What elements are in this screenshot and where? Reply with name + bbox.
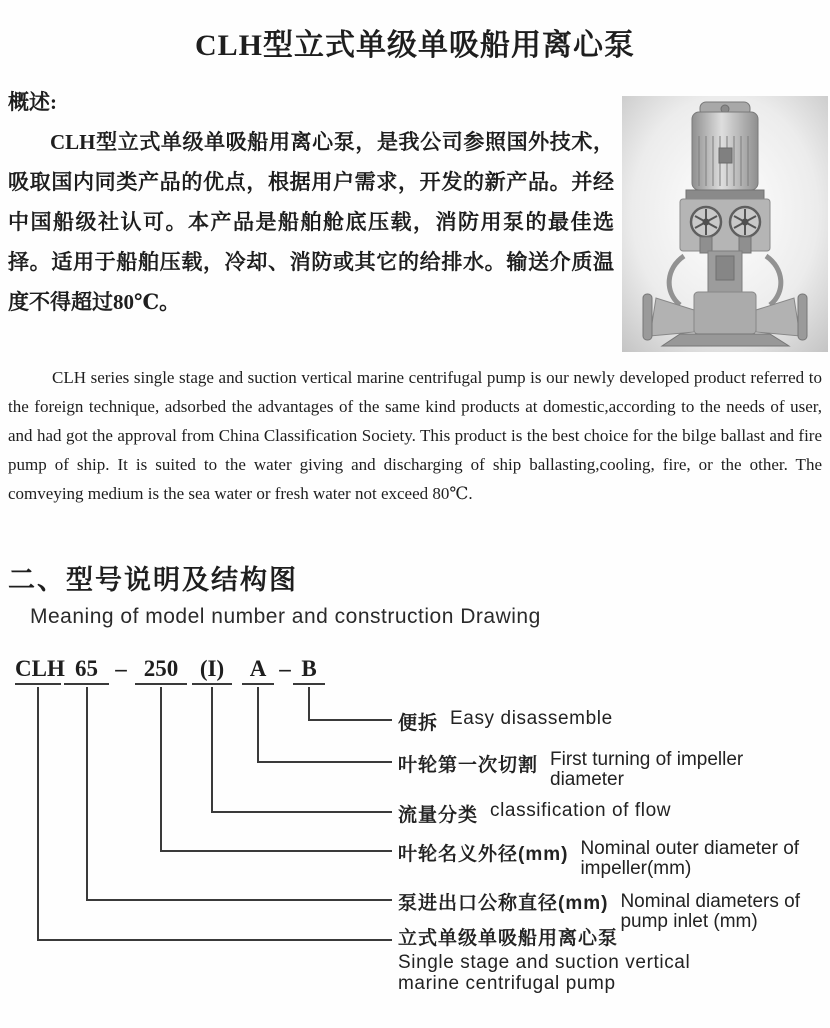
label-en-line: Nominal outer diameter of [580, 838, 800, 859]
model-dash-2: – [279, 656, 291, 681]
section2-heading-cn: 二、型号说明及结构图 [8, 565, 298, 595]
label-cn: 便拆 [398, 713, 439, 734]
overview-heading: 概述: [8, 90, 57, 114]
label-pump-type [398, 928, 690, 994]
label-en-line: pump inlet (mm) [620, 911, 758, 932]
overview-paragraph-en: CLH series single stage and suction vertical marine centrifugal pump is our newly developed product referred to the foreign technique, adsorbed the advantages of the same kind products at domestic,according to the needs of user, and had got the approval from China Classification Society. This product is the best choice for the bilge ballast and fire pump of ship. It is suited to the water giving and discharging of ship ballasting,cooling, fire, or the other. The comveying medium is the sea water or fresh water not exceed 80℃. [8, 368, 822, 503]
label-flow-classification [398, 800, 671, 827]
label-en [580, 839, 799, 879]
label-easy-disassemble [398, 708, 613, 735]
pump-illustration [622, 96, 828, 352]
model-segment-inlet: 65 [64, 656, 109, 685]
page-title: CLH型立式单级单吸船用离心泵 [194, 29, 635, 62]
model-segment-cut: A [242, 656, 274, 685]
model-segment-disassemble: B [293, 656, 325, 685]
model-number-diagram [0, 648, 830, 1028]
label-cn: 立式单级单吸船用离心泵 [398, 928, 619, 949]
label-en-line: Nominal diameters of [620, 891, 800, 912]
pump-photo [622, 96, 828, 352]
label-impeller-diameter [398, 839, 799, 879]
model-segment-impeller: 250 [135, 656, 187, 685]
label-en-line: Single stage and suction vertical [398, 952, 691, 973]
label-cn: 泵进出口公称直径(mm) [398, 893, 609, 914]
section2-heading-en: Meaning of model number and construction Drawing [30, 605, 541, 628]
label-cn: 叶轮名义外径(mm) [398, 844, 569, 865]
label-first-turning [398, 750, 743, 790]
label-en-line: impeller(mm) [580, 858, 692, 879]
label-en-line: diameter [550, 769, 624, 790]
model-segment-flow-class: (I) [192, 656, 232, 685]
model-dash-1: – [115, 656, 127, 681]
label-block [398, 928, 690, 994]
label-en [550, 750, 743, 790]
label-cn: 流量分类 [398, 805, 479, 826]
label-en: Easy disassemble [450, 708, 613, 729]
label-en-line: marine centrifugal pump [398, 973, 616, 994]
label-en-line: First turning of impeller [550, 749, 744, 770]
label-cn: 叶轮第一次切割 [398, 755, 539, 776]
model-segment-series: CLH [15, 656, 61, 685]
overview-paragraph-cn: CLH型立式单级单吸船用离心泵，是我公司参照国外技术，吸取国内同类产品的优点，根据用户需求，开发的新产品。并经中国船级社认可。本产品是船舶舱底压载，消防用泵的最佳选择。适用于船舶压载，冷却、消防或其它的给排水。输送介质温度不得超过80℃。 [8, 130, 614, 314]
label-inlet-diameter [398, 888, 800, 932]
label-en: classification of flow [490, 800, 672, 821]
label-en [620, 892, 800, 932]
